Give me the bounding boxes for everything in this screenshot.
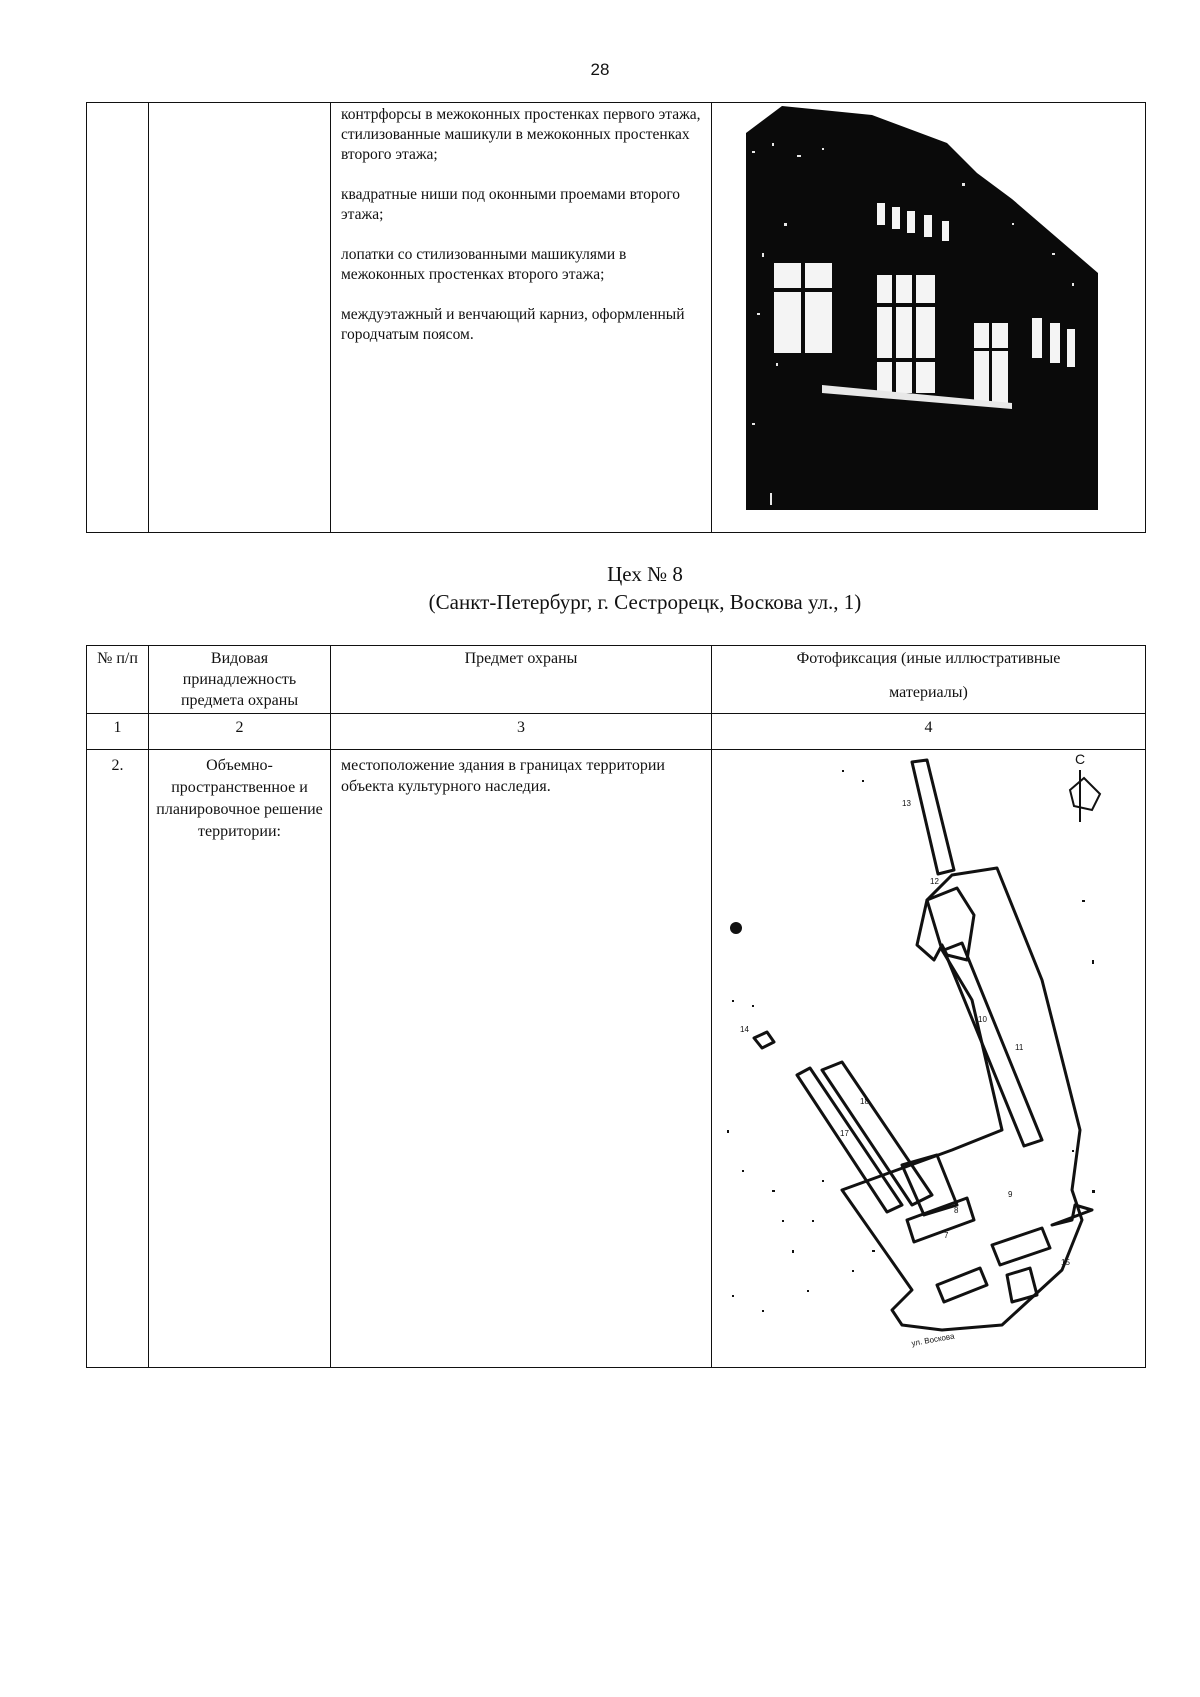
site-plan (712, 750, 1144, 1364)
north-arrow-icon (1070, 770, 1100, 822)
row-subject: местоположение здания в границах территории объекта культурного наследия. (331, 750, 712, 1368)
continuation-table (86, 102, 1146, 533)
building-number: 17 (840, 1129, 849, 1138)
header-photo-line2: материалы) (889, 684, 968, 701)
building-number: 12 (930, 877, 939, 886)
building-number: 15 (1061, 1258, 1070, 1267)
photo-cell (712, 103, 1146, 533)
col-number: 4 (712, 714, 1146, 750)
street-label: ул. Воскова (910, 1331, 956, 1348)
building-number: 11 (1015, 1043, 1024, 1052)
row-num: 2. (87, 750, 149, 1368)
feature-item: междуэтажный и венчающий карниз, оформленный городчатым поясом. (341, 306, 685, 343)
cell-empty-num (87, 103, 149, 533)
header-num: № п/п (87, 646, 149, 714)
header-photo (712, 646, 1146, 714)
building-number: 8 (954, 1206, 959, 1215)
features-cell (331, 103, 712, 533)
col-number: 2 (149, 714, 331, 750)
building-number: 9 (1008, 1190, 1013, 1199)
north-label: С (1075, 751, 1086, 767)
page-number: 28 (590, 60, 610, 79)
building-number: 14 (740, 1025, 749, 1034)
building-number: 18 (860, 1097, 869, 1106)
row-type: Объемно-пространственное и планировочное решение территории: (149, 750, 331, 1368)
column-number-row (87, 714, 1146, 750)
building-number: 10 (978, 1015, 987, 1024)
feature-item: контрфорсы в межоконных простенках первого этажа, стилизованные машикули в межоконных простенках второго этажа; (341, 106, 701, 163)
facade-photo (712, 103, 1144, 531)
feature-item: квадратные ниши под оконными проемами второго этажа; (341, 186, 681, 223)
table-row (87, 750, 1146, 1368)
col-number: 1 (87, 714, 149, 750)
building-number: 13 (902, 799, 911, 808)
feature-item: лопатки со стилизованными машикулями в межоконных простенках второго этажа; (341, 246, 627, 283)
site-plan-cell (712, 750, 1146, 1368)
protection-table (86, 645, 1146, 1368)
building-number: 7 (944, 1231, 949, 1240)
section-title: Цех № 8 (607, 562, 683, 586)
header-photo-line1: Фотофиксация (иные иллюстративные (796, 650, 1061, 667)
header-row (87, 646, 1146, 714)
col-number: 3 (331, 714, 712, 750)
cell-empty-type (149, 103, 331, 533)
section-address: (Санкт-Петербург, г. Сестрорецк, Воскова ул., 1) (428, 590, 862, 614)
header-type: Видовая принадлежность предмета охраны (149, 646, 331, 714)
header-subject: Предмет охраны (331, 646, 712, 714)
